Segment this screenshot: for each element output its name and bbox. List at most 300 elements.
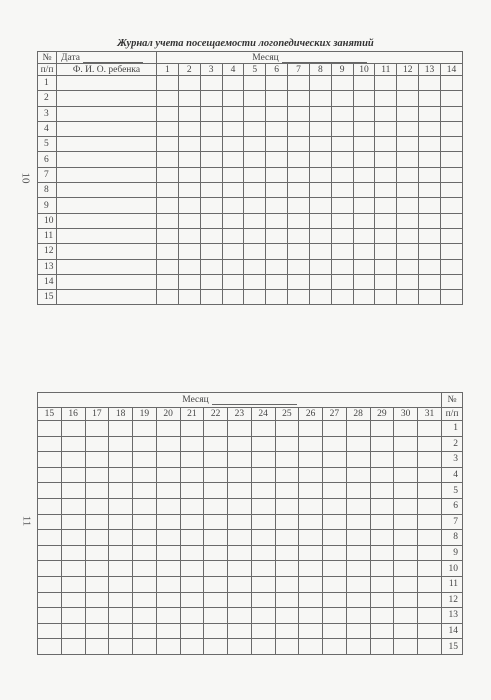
attendance-cell[interactable] [275,498,299,514]
attendance-cell[interactable] [133,452,157,468]
attendance-cell[interactable] [61,498,85,514]
attendance-cell[interactable] [375,91,397,106]
attendance-cell[interactable] [204,639,228,655]
attendance-cell[interactable] [222,121,244,136]
attendance-cell[interactable] [418,592,442,608]
child-name-cell[interactable] [57,167,157,182]
attendance-cell[interactable] [346,592,370,608]
attendance-cell[interactable] [228,561,252,577]
attendance-cell[interactable] [288,290,310,305]
attendance-cell[interactable] [157,244,179,259]
attendance-cell[interactable] [418,576,442,592]
attendance-cell[interactable] [323,576,347,592]
attendance-cell[interactable] [61,452,85,468]
attendance-cell[interactable] [394,483,418,499]
attendance-cell[interactable] [299,483,323,499]
attendance-cell[interactable] [222,244,244,259]
attendance-cell[interactable] [200,91,222,106]
attendance-cell[interactable] [85,561,109,577]
attendance-cell[interactable] [180,467,204,483]
attendance-cell[interactable] [109,623,133,639]
attendance-cell[interactable] [38,545,62,561]
attendance-cell[interactable] [228,514,252,530]
attendance-cell[interactable] [394,530,418,546]
attendance-cell[interactable] [85,592,109,608]
attendance-cell[interactable] [309,121,331,136]
attendance-cell[interactable] [353,76,375,91]
attendance-cell[interactable] [370,452,394,468]
attendance-cell[interactable] [309,244,331,259]
attendance-cell[interactable] [353,228,375,243]
attendance-cell[interactable] [370,608,394,624]
attendance-cell[interactable] [275,592,299,608]
attendance-cell[interactable] [38,623,62,639]
attendance-cell[interactable] [244,228,266,243]
attendance-cell[interactable] [61,436,85,452]
attendance-cell[interactable] [375,259,397,274]
attendance-cell[interactable] [157,167,179,182]
attendance-cell[interactable] [156,561,180,577]
attendance-cell[interactable] [178,198,200,213]
attendance-cell[interactable] [85,498,109,514]
attendance-cell[interactable] [331,137,353,152]
attendance-cell[interactable] [222,183,244,198]
attendance-cell[interactable] [178,244,200,259]
attendance-cell[interactable] [109,608,133,624]
attendance-cell[interactable] [157,121,179,136]
attendance-cell[interactable] [353,121,375,136]
child-name-cell[interactable] [57,198,157,213]
attendance-cell[interactable] [346,514,370,530]
attendance-cell[interactable] [331,198,353,213]
attendance-cell[interactable] [375,106,397,121]
attendance-cell[interactable] [133,561,157,577]
attendance-cell[interactable] [370,592,394,608]
attendance-cell[interactable] [266,290,288,305]
attendance-cell[interactable] [38,467,62,483]
attendance-cell[interactable] [156,576,180,592]
attendance-cell[interactable] [180,483,204,499]
attendance-cell[interactable] [323,498,347,514]
attendance-cell[interactable] [418,421,442,437]
attendance-cell[interactable] [309,183,331,198]
attendance-cell[interactable] [299,452,323,468]
attendance-cell[interactable] [244,213,266,228]
attendance-cell[interactable] [370,498,394,514]
attendance-cell[interactable] [228,530,252,546]
attendance-cell[interactable] [133,436,157,452]
attendance-cell[interactable] [178,167,200,182]
attendance-cell[interactable] [397,183,419,198]
attendance-cell[interactable] [109,421,133,437]
attendance-cell[interactable] [394,421,418,437]
attendance-cell[interactable] [180,421,204,437]
attendance-cell[interactable] [419,91,441,106]
attendance-cell[interactable] [178,76,200,91]
attendance-cell[interactable] [228,623,252,639]
attendance-cell[interactable] [266,274,288,289]
attendance-cell[interactable] [375,213,397,228]
attendance-cell[interactable] [375,121,397,136]
child-name-cell[interactable] [57,244,157,259]
attendance-cell[interactable] [397,76,419,91]
attendance-cell[interactable] [156,639,180,655]
attendance-cell[interactable] [251,498,275,514]
attendance-cell[interactable] [394,561,418,577]
attendance-cell[interactable] [440,274,462,289]
attendance-cell[interactable] [109,592,133,608]
attendance-cell[interactable] [178,91,200,106]
attendance-cell[interactable] [440,152,462,167]
attendance-cell[interactable] [288,152,310,167]
attendance-cell[interactable] [346,530,370,546]
attendance-cell[interactable] [375,198,397,213]
attendance-cell[interactable] [157,198,179,213]
attendance-cell[interactable] [309,76,331,91]
attendance-cell[interactable] [244,152,266,167]
attendance-cell[interactable] [353,198,375,213]
child-name-cell[interactable] [57,106,157,121]
attendance-cell[interactable] [288,244,310,259]
child-name-cell[interactable] [57,228,157,243]
attendance-cell[interactable] [323,608,347,624]
attendance-cell[interactable] [331,91,353,106]
attendance-cell[interactable] [397,91,419,106]
attendance-cell[interactable] [133,514,157,530]
attendance-cell[interactable] [394,514,418,530]
attendance-cell[interactable] [244,259,266,274]
attendance-cell[interactable] [346,467,370,483]
attendance-cell[interactable] [157,274,179,289]
attendance-cell[interactable] [251,576,275,592]
attendance-cell[interactable] [275,514,299,530]
attendance-cell[interactable] [61,639,85,655]
attendance-cell[interactable] [418,530,442,546]
attendance-cell[interactable] [85,483,109,499]
attendance-cell[interactable] [204,467,228,483]
attendance-cell[interactable] [397,290,419,305]
attendance-cell[interactable] [419,183,441,198]
attendance-cell[interactable] [375,167,397,182]
attendance-cell[interactable] [157,137,179,152]
attendance-cell[interactable] [288,167,310,182]
attendance-cell[interactable] [204,545,228,561]
attendance-cell[interactable] [353,183,375,198]
child-name-cell[interactable] [57,137,157,152]
attendance-cell[interactable] [323,514,347,530]
attendance-cell[interactable] [419,152,441,167]
attendance-cell[interactable] [353,213,375,228]
attendance-cell[interactable] [85,639,109,655]
child-name-cell[interactable] [57,259,157,274]
attendance-cell[interactable] [299,498,323,514]
attendance-cell[interactable] [133,639,157,655]
attendance-cell[interactable] [419,137,441,152]
attendance-cell[interactable] [288,91,310,106]
attendance-cell[interactable] [222,91,244,106]
attendance-cell[interactable] [394,576,418,592]
attendance-cell[interactable] [157,76,179,91]
attendance-cell[interactable] [244,183,266,198]
attendance-cell[interactable] [346,483,370,499]
attendance-cell[interactable] [419,259,441,274]
attendance-cell[interactable] [275,483,299,499]
attendance-cell[interactable] [419,213,441,228]
attendance-cell[interactable] [204,514,228,530]
attendance-cell[interactable] [331,152,353,167]
child-name-cell[interactable] [57,76,157,91]
attendance-cell[interactable] [418,545,442,561]
attendance-cell[interactable] [419,167,441,182]
attendance-cell[interactable] [157,213,179,228]
attendance-cell[interactable] [178,121,200,136]
attendance-cell[interactable] [61,561,85,577]
attendance-cell[interactable] [133,421,157,437]
attendance-cell[interactable] [178,290,200,305]
attendance-cell[interactable] [228,639,252,655]
attendance-cell[interactable] [178,137,200,152]
attendance-cell[interactable] [228,467,252,483]
attendance-cell[interactable] [180,623,204,639]
attendance-cell[interactable] [200,106,222,121]
attendance-cell[interactable] [346,639,370,655]
attendance-cell[interactable] [397,213,419,228]
attendance-cell[interactable] [397,274,419,289]
attendance-cell[interactable] [419,198,441,213]
attendance-cell[interactable] [85,436,109,452]
attendance-cell[interactable] [266,167,288,182]
attendance-cell[interactable] [228,608,252,624]
attendance-cell[interactable] [266,137,288,152]
attendance-cell[interactable] [419,274,441,289]
attendance-cell[interactable] [309,198,331,213]
attendance-cell[interactable] [394,452,418,468]
attendance-cell[interactable] [418,483,442,499]
attendance-cell[interactable] [288,213,310,228]
attendance-cell[interactable] [244,76,266,91]
attendance-cell[interactable] [419,228,441,243]
attendance-cell[interactable] [156,530,180,546]
attendance-cell[interactable] [266,121,288,136]
attendance-cell[interactable] [346,421,370,437]
attendance-cell[interactable] [370,514,394,530]
attendance-cell[interactable] [222,76,244,91]
attendance-cell[interactable] [180,514,204,530]
attendance-cell[interactable] [394,436,418,452]
attendance-cell[interactable] [204,561,228,577]
attendance-cell[interactable] [244,91,266,106]
attendance-cell[interactable] [222,198,244,213]
attendance-cell[interactable] [180,498,204,514]
attendance-cell[interactable] [222,290,244,305]
attendance-cell[interactable] [419,121,441,136]
attendance-cell[interactable] [133,467,157,483]
attendance-cell[interactable] [346,576,370,592]
attendance-cell[interactable] [331,121,353,136]
attendance-cell[interactable] [397,152,419,167]
attendance-cell[interactable] [419,76,441,91]
child-name-cell[interactable] [57,183,157,198]
attendance-cell[interactable] [309,91,331,106]
attendance-cell[interactable] [222,106,244,121]
attendance-cell[interactable] [331,244,353,259]
attendance-cell[interactable] [266,244,288,259]
attendance-cell[interactable] [299,514,323,530]
attendance-cell[interactable] [251,483,275,499]
attendance-cell[interactable] [418,514,442,530]
attendance-cell[interactable] [109,639,133,655]
attendance-cell[interactable] [85,421,109,437]
attendance-cell[interactable] [251,545,275,561]
attendance-cell[interactable] [440,259,462,274]
attendance-cell[interactable] [394,639,418,655]
attendance-cell[interactable] [275,545,299,561]
attendance-cell[interactable] [375,183,397,198]
attendance-cell[interactable] [200,198,222,213]
attendance-cell[interactable] [157,259,179,274]
attendance-cell[interactable] [288,137,310,152]
attendance-cell[interactable] [222,228,244,243]
attendance-cell[interactable] [228,436,252,452]
attendance-cell[interactable] [200,228,222,243]
child-name-cell[interactable] [57,152,157,167]
attendance-cell[interactable] [228,452,252,468]
attendance-cell[interactable] [288,183,310,198]
attendance-cell[interactable] [200,259,222,274]
attendance-cell[interactable] [200,121,222,136]
attendance-cell[interactable] [178,152,200,167]
attendance-cell[interactable] [204,592,228,608]
attendance-cell[interactable] [61,623,85,639]
attendance-cell[interactable] [275,530,299,546]
attendance-cell[interactable] [228,576,252,592]
attendance-cell[interactable] [200,152,222,167]
attendance-cell[interactable] [251,623,275,639]
attendance-cell[interactable] [323,592,347,608]
attendance-cell[interactable] [419,106,441,121]
attendance-cell[interactable] [156,467,180,483]
attendance-cell[interactable] [309,152,331,167]
attendance-cell[interactable] [251,436,275,452]
attendance-cell[interactable] [309,228,331,243]
attendance-cell[interactable] [157,228,179,243]
attendance-cell[interactable] [299,576,323,592]
child-name-cell[interactable] [57,290,157,305]
attendance-cell[interactable] [180,545,204,561]
attendance-cell[interactable] [397,121,419,136]
attendance-cell[interactable] [323,452,347,468]
attendance-cell[interactable] [299,436,323,452]
attendance-cell[interactable] [440,244,462,259]
attendance-cell[interactable] [323,421,347,437]
attendance-cell[interactable] [180,530,204,546]
attendance-cell[interactable] [204,421,228,437]
attendance-cell[interactable] [133,608,157,624]
attendance-cell[interactable] [370,421,394,437]
attendance-cell[interactable] [370,436,394,452]
attendance-cell[interactable] [440,137,462,152]
attendance-cell[interactable] [61,545,85,561]
attendance-cell[interactable] [346,608,370,624]
attendance-cell[interactable] [397,167,419,182]
attendance-cell[interactable] [85,514,109,530]
attendance-cell[interactable] [85,623,109,639]
attendance-cell[interactable] [38,498,62,514]
attendance-cell[interactable] [370,467,394,483]
attendance-cell[interactable] [266,213,288,228]
attendance-cell[interactable] [156,514,180,530]
attendance-cell[interactable] [440,167,462,182]
attendance-cell[interactable] [200,183,222,198]
attendance-cell[interactable] [331,274,353,289]
attendance-cell[interactable] [204,436,228,452]
attendance-cell[interactable] [394,467,418,483]
attendance-cell[interactable] [244,244,266,259]
attendance-cell[interactable] [375,76,397,91]
attendance-cell[interactable] [38,592,62,608]
attendance-cell[interactable] [251,639,275,655]
attendance-cell[interactable] [418,452,442,468]
attendance-cell[interactable] [440,213,462,228]
attendance-cell[interactable] [397,228,419,243]
attendance-cell[interactable] [288,76,310,91]
child-name-cell[interactable] [57,91,157,106]
attendance-cell[interactable] [156,608,180,624]
attendance-cell[interactable] [180,576,204,592]
attendance-cell[interactable] [370,576,394,592]
attendance-cell[interactable] [288,274,310,289]
attendance-cell[interactable] [85,467,109,483]
attendance-cell[interactable] [109,498,133,514]
attendance-cell[interactable] [200,244,222,259]
attendance-cell[interactable] [222,137,244,152]
attendance-cell[interactable] [353,106,375,121]
attendance-cell[interactable] [440,91,462,106]
attendance-cell[interactable] [38,514,62,530]
attendance-cell[interactable] [375,244,397,259]
attendance-cell[interactable] [228,498,252,514]
attendance-cell[interactable] [251,514,275,530]
attendance-cell[interactable] [228,592,252,608]
attendance-cell[interactable] [38,608,62,624]
attendance-cell[interactable] [251,561,275,577]
attendance-cell[interactable] [346,561,370,577]
attendance-cell[interactable] [275,561,299,577]
attendance-cell[interactable] [200,213,222,228]
attendance-cell[interactable] [440,76,462,91]
attendance-cell[interactable] [244,290,266,305]
attendance-cell[interactable] [109,530,133,546]
attendance-cell[interactable] [353,259,375,274]
attendance-cell[interactable] [133,483,157,499]
attendance-cell[interactable] [109,545,133,561]
attendance-cell[interactable] [331,290,353,305]
attendance-cell[interactable] [157,106,179,121]
attendance-cell[interactable] [370,545,394,561]
attendance-cell[interactable] [309,274,331,289]
attendance-cell[interactable] [244,121,266,136]
attendance-cell[interactable] [346,436,370,452]
attendance-cell[interactable] [38,436,62,452]
attendance-cell[interactable] [394,608,418,624]
child-name-cell[interactable] [57,121,157,136]
attendance-cell[interactable] [418,561,442,577]
attendance-cell[interactable] [180,561,204,577]
attendance-cell[interactable] [157,183,179,198]
attendance-cell[interactable] [440,198,462,213]
attendance-cell[interactable] [109,514,133,530]
attendance-cell[interactable] [38,576,62,592]
